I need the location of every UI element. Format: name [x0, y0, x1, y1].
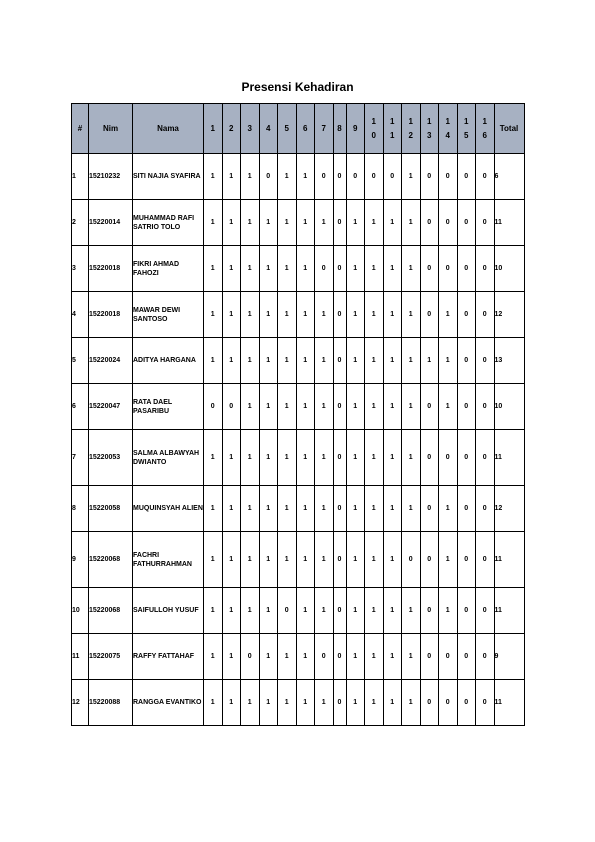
attendance-cell: 0 — [278, 588, 297, 634]
attendance-cell: 1 — [383, 588, 402, 634]
student-nim: 15210232 — [89, 154, 133, 200]
attendance-cell: 1 — [241, 486, 260, 532]
attendance-cell: 0 — [333, 200, 346, 246]
total-cell: 11 — [494, 532, 524, 588]
attendance-cell: 1 — [439, 292, 458, 338]
attendance-cell: 1 — [204, 338, 223, 384]
header-meeting-13 — [420, 104, 439, 154]
attendance-table — [71, 103, 525, 726]
student-name: RATA DAEL PASARIBU — [133, 384, 204, 430]
total-cell: 13 — [494, 338, 524, 384]
header-meeting-7: 7 — [315, 104, 334, 154]
attendance-cell: 1 — [296, 154, 315, 200]
attendance-cell: 0 — [333, 384, 346, 430]
attendance-cell: 1 — [315, 588, 334, 634]
total-cell: 9 — [494, 634, 524, 680]
attendance-cell: 1 — [296, 532, 315, 588]
header-meeting-14 — [439, 104, 458, 154]
attendance-cell: 1 — [278, 486, 297, 532]
attendance-cell: 0 — [476, 384, 495, 430]
attendance-cell: 0 — [439, 430, 458, 486]
attendance-cell: 0 — [420, 486, 439, 532]
attendance-cell: 1 — [259, 634, 278, 680]
attendance-cell: 1 — [222, 154, 241, 200]
attendance-cell: 1 — [315, 430, 334, 486]
attendance-cell: 1 — [241, 680, 260, 726]
student-nim: 15220018 — [89, 292, 133, 338]
attendance-cell: 0 — [457, 246, 476, 292]
header-meeting-14-label: 14 — [445, 116, 450, 140]
row-number: 2 — [72, 200, 89, 246]
student-nim: 15220075 — [89, 634, 133, 680]
header-meeting-13-label: 13 — [427, 116, 432, 140]
attendance-cell: 1 — [204, 680, 223, 726]
student-name: SALMA ALBAWYAH DWIANTO — [133, 430, 204, 486]
attendance-cell: 1 — [383, 292, 402, 338]
attendance-cell: 0 — [457, 430, 476, 486]
attendance-cell: 1 — [365, 532, 384, 588]
attendance-cell: 0 — [333, 292, 346, 338]
attendance-cell: 1 — [365, 430, 384, 486]
attendance-cell: 1 — [383, 200, 402, 246]
header-meeting-4: 4 — [259, 104, 278, 154]
attendance-cell: 0 — [420, 680, 439, 726]
attendance-cell: 0 — [476, 292, 495, 338]
attendance-cell: 1 — [346, 292, 365, 338]
attendance-cell: 1 — [241, 154, 260, 200]
attendance-cell: 0 — [476, 430, 495, 486]
table-row — [72, 292, 525, 338]
attendance-cell: 1 — [222, 680, 241, 726]
attendance-cell: 0 — [333, 154, 346, 200]
header-total — [494, 104, 524, 154]
attendance-cell: 1 — [315, 200, 334, 246]
attendance-cell: 0 — [439, 680, 458, 726]
attendance-cell: 1 — [296, 634, 315, 680]
attendance-cell: 0 — [420, 430, 439, 486]
attendance-cell: 1 — [346, 338, 365, 384]
attendance-cell: 0 — [315, 634, 334, 680]
attendance-cell: 1 — [365, 338, 384, 384]
attendance-cell: 1 — [204, 154, 223, 200]
attendance-cell: 1 — [296, 588, 315, 634]
attendance-cell: 1 — [204, 246, 223, 292]
attendance-cell: 0 — [439, 634, 458, 680]
attendance-cell: 0 — [420, 154, 439, 200]
attendance-cell: 1 — [365, 384, 384, 430]
table-row — [72, 486, 525, 532]
student-name: MUHAMMAD RAFI SATRIO TOLO — [133, 200, 204, 246]
attendance-cell: 1 — [315, 486, 334, 532]
row-number: 10 — [72, 588, 89, 634]
attendance-cell: 1 — [383, 634, 402, 680]
attendance-cell: 0 — [476, 338, 495, 384]
table-row — [72, 680, 525, 726]
attendance-cell: 0 — [420, 588, 439, 634]
attendance-cell: 1 — [259, 486, 278, 532]
attendance-cell: 1 — [222, 246, 241, 292]
row-number: 4 — [72, 292, 89, 338]
attendance-cell: 1 — [241, 200, 260, 246]
attendance-cell: 0 — [476, 588, 495, 634]
attendance-cell: 1 — [346, 532, 365, 588]
attendance-cell: 1 — [222, 430, 241, 486]
attendance-cell: 1 — [204, 588, 223, 634]
total-cell: 10 — [494, 384, 524, 430]
table-row — [72, 430, 525, 486]
attendance-cell: 0 — [333, 246, 346, 292]
attendance-cell: 1 — [204, 486, 223, 532]
attendance-cell: 0 — [204, 384, 223, 430]
attendance-cell: 1 — [365, 292, 384, 338]
student-nim: 15220024 — [89, 338, 133, 384]
attendance-cell: 0 — [420, 292, 439, 338]
student-name: SAIFULLOH YUSUF — [133, 588, 204, 634]
attendance-cell: 0 — [333, 680, 346, 726]
attendance-cell: 0 — [346, 154, 365, 200]
table-body — [72, 154, 525, 726]
attendance-cell: 1 — [259, 588, 278, 634]
attendance-cell: 0 — [457, 588, 476, 634]
attendance-cell: 1 — [315, 292, 334, 338]
table-header-row — [72, 104, 525, 154]
attendance-cell: 1 — [241, 588, 260, 634]
attendance-cell: 0 — [315, 154, 334, 200]
attendance-cell: 1 — [346, 680, 365, 726]
header-meeting-6: 6 — [296, 104, 315, 154]
attendance-cell: 1 — [204, 200, 223, 246]
student-name: MAWAR DEWI SANTOSO — [133, 292, 204, 338]
attendance-cell: 1 — [365, 246, 384, 292]
row-number: 8 — [72, 486, 89, 532]
attendance-cell: 1 — [259, 430, 278, 486]
attendance-cell: 1 — [296, 680, 315, 726]
student-nim: 15220068 — [89, 532, 133, 588]
attendance-cell: 1 — [259, 200, 278, 246]
attendance-cell: 1 — [439, 532, 458, 588]
attendance-cell: 1 — [383, 486, 402, 532]
attendance-cell: 1 — [222, 338, 241, 384]
attendance-cell: 1 — [402, 680, 421, 726]
attendance-cell: 0 — [476, 246, 495, 292]
row-number: 9 — [72, 532, 89, 588]
attendance-cell: 1 — [204, 430, 223, 486]
attendance-cell: 0 — [333, 430, 346, 486]
total-cell: 10 — [494, 246, 524, 292]
attendance-cell: 1 — [241, 292, 260, 338]
attendance-cell: 0 — [476, 634, 495, 680]
attendance-cell: 0 — [402, 532, 421, 588]
attendance-cell: 1 — [204, 532, 223, 588]
table-row — [72, 246, 525, 292]
table-row — [72, 634, 525, 680]
header-meeting-8: 8 — [333, 104, 346, 154]
header-meeting-15 — [457, 104, 476, 154]
header-meeting-16 — [476, 104, 495, 154]
total-cell: 11 — [494, 680, 524, 726]
attendance-cell: 1 — [346, 588, 365, 634]
attendance-cell: 1 — [204, 634, 223, 680]
attendance-cell: 0 — [333, 588, 346, 634]
attendance-cell: 1 — [296, 486, 315, 532]
student-name: RANGGA EVANTIKO — [133, 680, 204, 726]
student-nim: 15220053 — [89, 430, 133, 486]
total-cell: 6 — [494, 154, 524, 200]
attendance-cell: 0 — [457, 384, 476, 430]
attendance-cell: 0 — [333, 486, 346, 532]
attendance-cell: 0 — [457, 634, 476, 680]
attendance-cell: 1 — [259, 680, 278, 726]
attendance-cell: 0 — [420, 634, 439, 680]
attendance-cell: 1 — [365, 200, 384, 246]
attendance-cell: 1 — [383, 384, 402, 430]
attendance-cell: 1 — [278, 634, 297, 680]
attendance-cell: 1 — [402, 200, 421, 246]
attendance-cell: 1 — [439, 338, 458, 384]
row-number: 3 — [72, 246, 89, 292]
attendance-cell: 1 — [402, 292, 421, 338]
attendance-cell: 0 — [383, 154, 402, 200]
attendance-cell: 1 — [296, 338, 315, 384]
student-nim: 15220088 — [89, 680, 133, 726]
attendance-cell: 1 — [346, 384, 365, 430]
attendance-cell: 1 — [241, 532, 260, 588]
attendance-cell: 1 — [439, 384, 458, 430]
student-nim: 15220058 — [89, 486, 133, 532]
table-row — [72, 200, 525, 246]
attendance-cell: 1 — [259, 384, 278, 430]
header-meeting-1: 1 — [204, 104, 223, 154]
attendance-cell: 1 — [241, 246, 260, 292]
attendance-cell: 1 — [402, 588, 421, 634]
attendance-cell: 0 — [333, 338, 346, 384]
student-name: MUQUINSYAH ALIEN — [133, 486, 204, 532]
attendance-cell: 0 — [457, 532, 476, 588]
table-row — [72, 338, 525, 384]
attendance-cell: 1 — [222, 532, 241, 588]
attendance-cell: 1 — [439, 588, 458, 634]
attendance-cell: 1 — [241, 338, 260, 384]
header-meeting-3: 3 — [241, 104, 260, 154]
total-cell: 11 — [494, 588, 524, 634]
student-name: SITI NAJIA SYAFIRA — [133, 154, 204, 200]
attendance-cell: 1 — [278, 680, 297, 726]
attendance-cell: 0 — [476, 532, 495, 588]
table-row — [72, 384, 525, 430]
attendance-cell: 0 — [222, 384, 241, 430]
total-cell: 11 — [494, 200, 524, 246]
attendance-cell: 1 — [383, 246, 402, 292]
attendance-cell: 0 — [439, 200, 458, 246]
attendance-cell: 0 — [457, 486, 476, 532]
attendance-cell: 1 — [365, 680, 384, 726]
attendance-cell: 1 — [365, 486, 384, 532]
attendance-cell: 1 — [259, 246, 278, 292]
attendance-cell: 1 — [346, 486, 365, 532]
attendance-cell: 1 — [278, 532, 297, 588]
attendance-cell: 1 — [241, 384, 260, 430]
header-meeting-10-label: 10 — [371, 116, 376, 140]
attendance-cell: 1 — [402, 246, 421, 292]
attendance-cell: 1 — [383, 532, 402, 588]
attendance-cell: 1 — [420, 338, 439, 384]
attendance-cell: 0 — [315, 246, 334, 292]
attendance-cell: 1 — [278, 384, 297, 430]
attendance-cell: 0 — [476, 154, 495, 200]
header-meeting-12 — [402, 104, 421, 154]
attendance-cell: 1 — [383, 680, 402, 726]
student-nim: 15220018 — [89, 246, 133, 292]
attendance-cell: 1 — [383, 338, 402, 384]
attendance-cell: 1 — [222, 634, 241, 680]
attendance-cell: 1 — [296, 292, 315, 338]
header-meeting-5: 5 — [278, 104, 297, 154]
student-name: RAFFY FATTAHAF — [133, 634, 204, 680]
attendance-cell: 0 — [476, 486, 495, 532]
attendance-cell: 1 — [278, 154, 297, 200]
attendance-cell: 0 — [420, 246, 439, 292]
header-meeting-10 — [365, 104, 384, 154]
attendance-cell: 1 — [346, 200, 365, 246]
attendance-cell: 1 — [402, 338, 421, 384]
attendance-cell: 1 — [315, 532, 334, 588]
table-row — [72, 532, 525, 588]
header-nim: Nim — [89, 104, 133, 154]
header-meeting-9: 9 — [346, 104, 365, 154]
attendance-cell: 1 — [296, 430, 315, 486]
attendance-cell: 1 — [278, 338, 297, 384]
row-number: 11 — [72, 634, 89, 680]
attendance-cell: 1 — [383, 430, 402, 486]
attendance-cell: 1 — [278, 200, 297, 246]
attendance-cell: 0 — [439, 246, 458, 292]
attendance-cell: 0 — [457, 292, 476, 338]
attendance-cell: 1 — [259, 292, 278, 338]
header-meeting-16-label: 16 — [482, 116, 487, 140]
row-number: 12 — [72, 680, 89, 726]
student-nim: 15220047 — [89, 384, 133, 430]
table-row — [72, 588, 525, 634]
student-nim: 15220014 — [89, 200, 133, 246]
header-meeting-12-label: 12 — [408, 116, 413, 140]
attendance-cell: 1 — [296, 384, 315, 430]
attendance-cell: 0 — [365, 154, 384, 200]
attendance-cell: 1 — [222, 292, 241, 338]
row-number: 1 — [72, 154, 89, 200]
student-name: FIKRI AHMAD FAHOZI — [133, 246, 204, 292]
attendance-cell: 1 — [346, 634, 365, 680]
row-number: 5 — [72, 338, 89, 384]
header-meeting-11-label: 11 — [390, 116, 395, 140]
total-cell: 11 — [494, 430, 524, 486]
attendance-cell: 0 — [457, 154, 476, 200]
attendance-cell: 0 — [457, 680, 476, 726]
row-number: 6 — [72, 384, 89, 430]
attendance-cell: 1 — [222, 200, 241, 246]
table-row — [72, 154, 525, 200]
header-meeting-11 — [383, 104, 402, 154]
attendance-cell: 0 — [420, 532, 439, 588]
attendance-cell: 0 — [241, 634, 260, 680]
header-meeting-2: 2 — [222, 104, 241, 154]
attendance-cell: 1 — [222, 588, 241, 634]
header-meeting-15-label: 15 — [464, 116, 469, 140]
student-nim: 15220068 — [89, 588, 133, 634]
attendance-cell: 1 — [402, 634, 421, 680]
attendance-cell: 0 — [439, 154, 458, 200]
attendance-cell: 1 — [259, 532, 278, 588]
attendance-cell: 1 — [259, 338, 278, 384]
header-nama: Nama — [133, 104, 204, 154]
attendance-cell: 1 — [402, 486, 421, 532]
attendance-cell: 0 — [457, 338, 476, 384]
attendance-cell: 1 — [365, 634, 384, 680]
attendance-cell: 1 — [315, 384, 334, 430]
attendance-cell: 1 — [296, 246, 315, 292]
attendance-cell: 1 — [346, 246, 365, 292]
attendance-cell: 1 — [402, 430, 421, 486]
header-no: # — [72, 104, 89, 154]
attendance-cell: 0 — [259, 154, 278, 200]
attendance-cell: 0 — [457, 200, 476, 246]
student-name: ADITYA HARGANA — [133, 338, 204, 384]
row-number: 7 — [72, 430, 89, 486]
student-name: FACHRI FATHURRAHMAN — [133, 532, 204, 588]
attendance-cell: 0 — [333, 532, 346, 588]
attendance-cell: 1 — [365, 588, 384, 634]
attendance-cell: 0 — [476, 680, 495, 726]
attendance-cell: 0 — [420, 384, 439, 430]
attendance-cell: 1 — [402, 384, 421, 430]
attendance-cell: 1 — [204, 292, 223, 338]
page-title: Presensi Kehadiran — [241, 80, 354, 94]
total-cell: 12 — [494, 292, 524, 338]
attendance-cell: 1 — [315, 338, 334, 384]
attendance-cell: 1 — [278, 246, 297, 292]
attendance-cell: 1 — [402, 154, 421, 200]
attendance-cell: 1 — [296, 200, 315, 246]
attendance-cell: 1 — [222, 486, 241, 532]
attendance-cell: 0 — [476, 200, 495, 246]
attendance-cell: 0 — [420, 200, 439, 246]
attendance-cell: 0 — [333, 634, 346, 680]
total-cell: 12 — [494, 486, 524, 532]
attendance-cell: 1 — [315, 680, 334, 726]
attendance-cell: 1 — [241, 430, 260, 486]
attendance-cell: 1 — [278, 430, 297, 486]
header-total-label: Total — [499, 123, 519, 133]
attendance-cell: 1 — [346, 430, 365, 486]
attendance-cell: 1 — [439, 486, 458, 532]
attendance-cell: 1 — [278, 292, 297, 338]
